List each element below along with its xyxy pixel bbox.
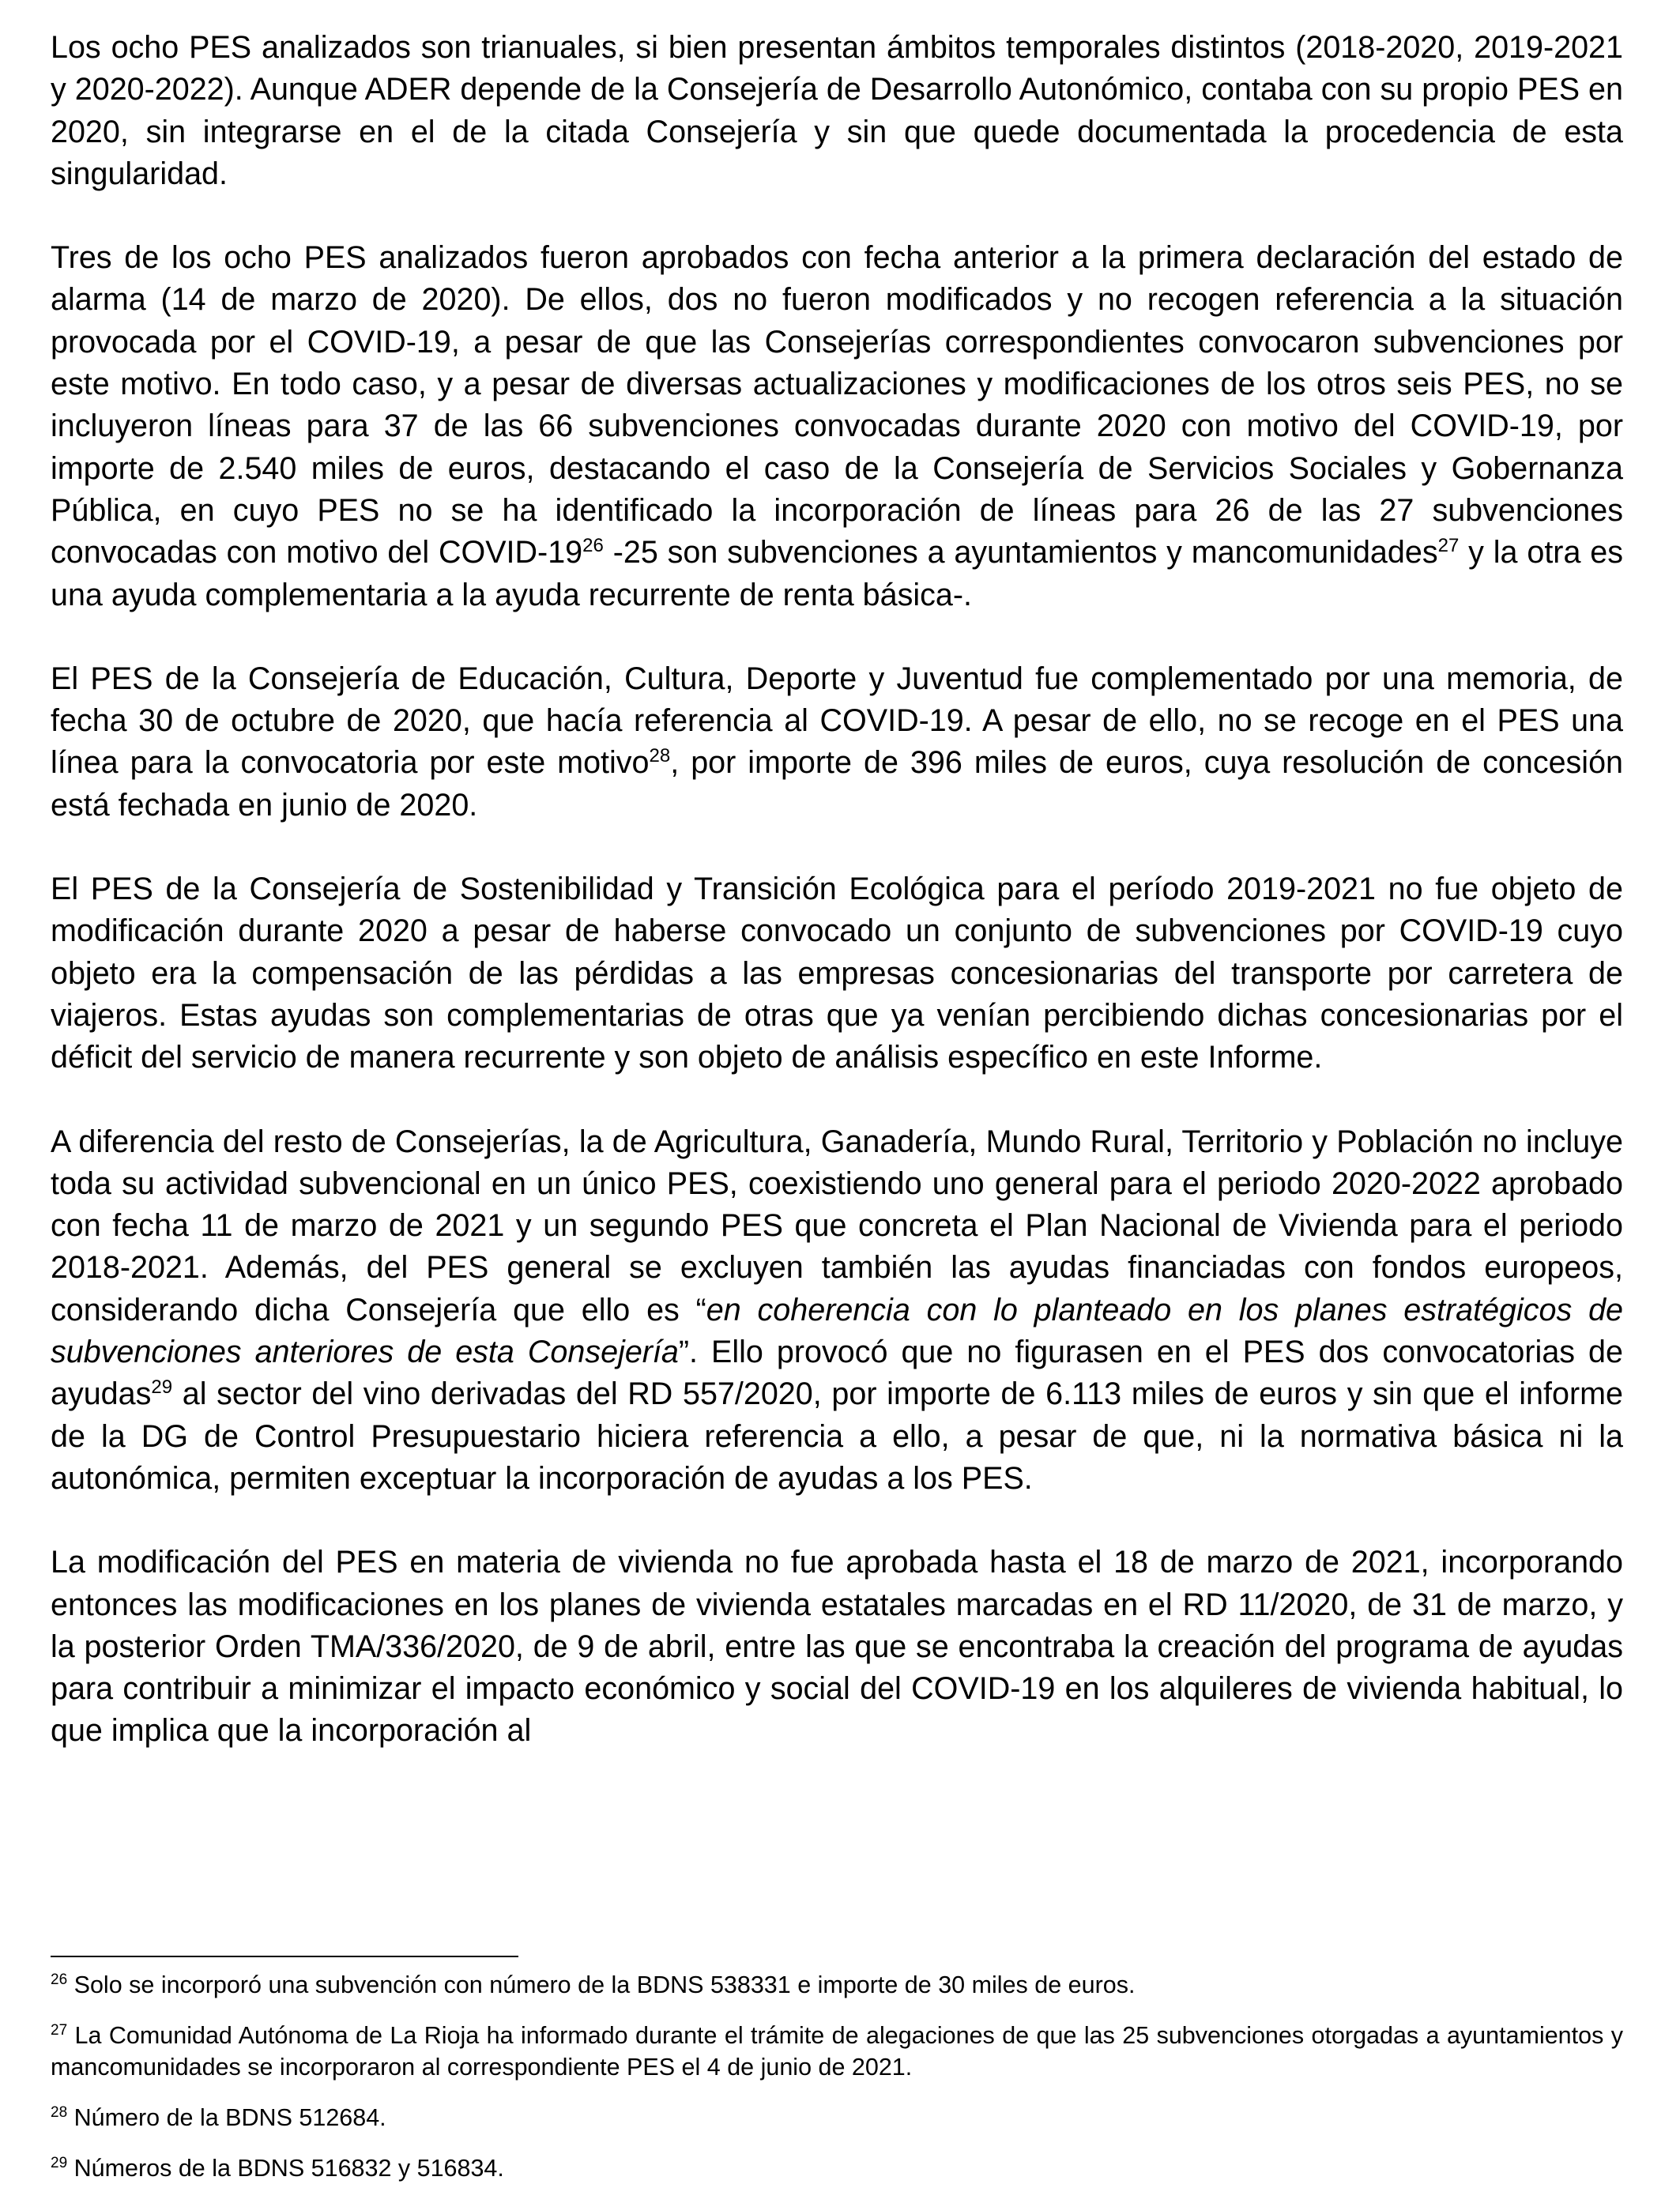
- footnote-text: Solo se incorporó una subvención con número de la BDNS 538331 e importe de 30 miles de euros.: [67, 1971, 1136, 1998]
- paragraph-quote: en coherencia con lo planteado en los planes estratégicos de subvenciones anteriores de esta Consejería: [51, 1292, 1624, 1370]
- footnote-ref-28[interactable]: 28: [649, 745, 671, 767]
- paragraph-text: -25 son subvenciones a ayuntamientos y mancomunidades: [603, 535, 1438, 571]
- paragraph-text: El PES de la Consejería de Educación, Cultura, Deporte y Juventud fue complementado por una memoria, de fecha 30 de octubre de 2020, que hacía referencia al COVID-19. A pesar de ello, no se recoge en el PES una línea para la convocatoria por este motivo: [51, 661, 1623, 781]
- footnote-number: 29: [51, 2154, 68, 2171]
- paragraph-text: y la otra es una ayuda complementaria a la ayuda recurrente de renta básica-.: [51, 535, 1623, 612]
- paragraph-text: La modificación del PES en materia de vivienda no fue aprobada hasta el 18 de marzo de 2021, incorporando entonces las modificaciones en los planes de vivienda estatales marcadas en el RD 11/2020, de 31 de marzo, y la posterior Orden TMA/336/2020, de 9 de abril, entre las que se encontraba la creación del programa de ayudas para contribuir a minimizar el impacto económico y social del COVID-19 en los alquileres de vivienda habitual, lo que implica que la incorporación al: [51, 1545, 1623, 1749]
- footnote-28: [51, 2102, 1623, 2133]
- paragraph-estado-alarma: [51, 237, 1623, 616]
- paragraph-educacion: [51, 658, 1623, 827]
- paragraph-pes-trianuales: [51, 27, 1623, 195]
- footnote-text: Números de la BDNS 516832 y 516834.: [67, 2155, 504, 2182]
- footnote-number: 27: [51, 2021, 68, 2039]
- paragraph-agricultura: [51, 1121, 1623, 1501]
- paragraph-text: El PES de la Consejería de Sostenibilidad y Transición Ecológica para el período 2019-2021 no fue objeto de modificación durante 2020 a pesar de haberse convocado un conjunto de subvenciones por COVID-19 cuyo objeto era la compensación de las pérdidas a las empresas concesionarias del transporte por carretera de viajeros. Estas ayudas son complementarias de otras que ya venían percibiendo dichas concesionarias por el déficit del servicio de manera recurrente y son objeto de análisis específico en este Informe.: [51, 872, 1623, 1075]
- paragraph-text: al sector del vino derivadas del RD 557/2020, por importe de 6.113 miles de euros y sin que el informe de la DG de Control Presupuestario hiciera referencia a ello, a pesar de que, ni la normativa básica ni la autonómica, permiten exceptuar la incorporación de ayudas a los PES.: [51, 1376, 1623, 1496]
- footnote-27: [51, 2020, 1623, 2083]
- footnote-separator: [51, 1956, 518, 1957]
- footnote-29: [51, 2152, 1623, 2184]
- document-body: [51, 27, 1623, 1794]
- footnote-ref-29[interactable]: 29: [151, 1376, 173, 1399]
- footnote-text: La Comunidad Autónoma de La Rioja ha informado durante el trámite de alegaciones de que las 25 subvenciones otorgadas a ayuntamientos y mancomunidades se incorporaron al correspondiente PES el 4 de junio de 2021.: [51, 2022, 1623, 2081]
- paragraph-vivienda: [51, 1542, 1623, 1752]
- footnote-text: Número de la BDNS 512684.: [67, 2104, 386, 2131]
- footnote-ref-26[interactable]: 26: [582, 535, 604, 557]
- footnote-ref-27[interactable]: 27: [1437, 535, 1460, 557]
- paragraph-text: Los ocho PES analizados son trianuales, si bien presentan ámbitos temporales distintos (2018-2020, 2019-2021 y 2020-2022). Aunque ADER depende de la Consejería de Desarrollo Autonómico, contaba con su propio PES en 2020, sin integrarse en el de la citada Consejería y sin que quede documentada la procedencia de esta singularidad.: [51, 30, 1623, 191]
- paragraph-text: A diferencia del resto de Consejerías, la de Agricultura, Ganadería, Mundo Rural, Territorio y Población no incluye toda su actividad subvencional en un único PES, coexistiendo uno general para el periodo 2020-2022 aprobado con fecha 11 de marzo de 2021 y un segundo PES que concreta el Plan Nacional de Vivienda para el periodo 2018-2021. Además, del PES general se excluyen también las ayudas financiadas con fondos europeos, considerando dicha Consejería que ello es “: [51, 1124, 1623, 1327]
- footnotes: [51, 1969, 1623, 2203]
- paragraph-text: Tres de los ocho PES analizados fueron aprobados con fecha anterior a la primera declaración del estado de alarma (14 de marzo de 2020). De ellos, dos no fueron modificados y no recogen referencia a la situación provocada por el COVID-19, a pesar de que las Consejerías correspondientes convocaron subvenciones por este motivo. En todo caso, y a pesar de diversas actualizaciones y modificaciones de los otros seis PES, no se incluyeron líneas para 37 de las 66 subvenciones convocadas durante 2020 con motivo del COVID-19, por importe de 2.540 miles de euros, destacando el caso de la Consejería de Servicios Sociales y Gobernanza Pública, en cuyo PES no se ha identificado la incorporación de líneas para 26 de las 27 subvenciones convocadas con motivo del COVID-19: [51, 240, 1623, 571]
- footnote-number: 26: [51, 1971, 68, 1988]
- paragraph-text: ”. Ello provocó que no figurasen en el PES dos convocatorias de ayudas: [51, 1335, 1623, 1412]
- paragraph-sostenibilidad: [51, 868, 1623, 1079]
- footnote-26: [51, 1969, 1623, 2001]
- footnote-number: 28: [51, 2103, 68, 2121]
- paragraph-text: , por importe de 396 miles de euros, cuya resolución de concesión está fechada en junio de 2020.: [51, 745, 1623, 823]
